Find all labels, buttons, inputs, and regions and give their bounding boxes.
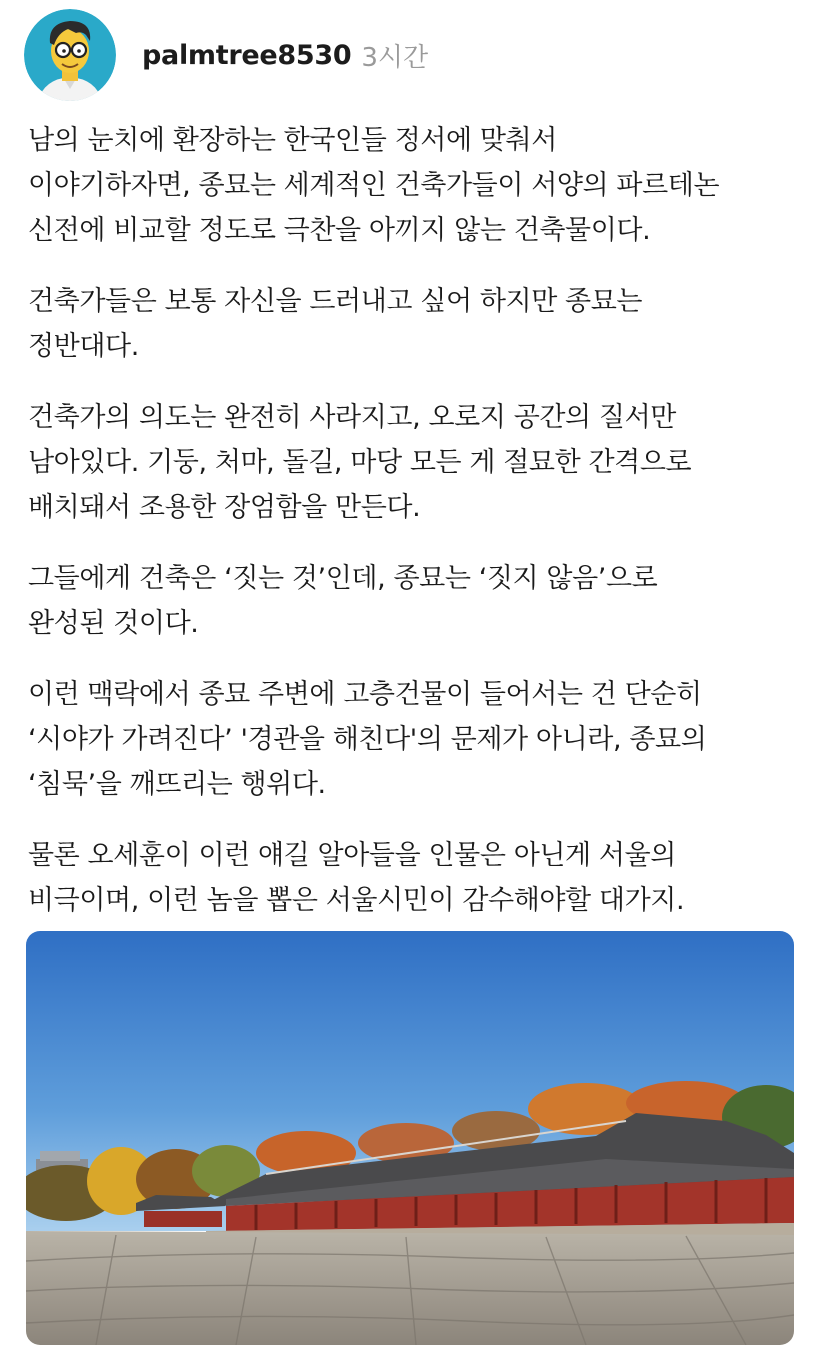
paragraph-2 xyxy=(28,279,798,369)
text-line: 신전에 비교할 정도로 극찬을 아끼지 않는 건축물이다. xyxy=(28,215,651,246)
text-line: 그들에게 건축은 ‘짓는 것’인데, 종묘는 ‘짓지 않음’으로 xyxy=(28,563,658,594)
text-line: 비극이며, 이런 놈을 뽑은 서울시민이 감수해야할 대가지. xyxy=(28,885,685,916)
text-line: 물론 오세훈이 이런 얘길 알아들을 인물은 아닌게 서울의 xyxy=(28,840,676,871)
jongmyo-shrine-photo xyxy=(26,931,794,1345)
text-line: 건축가의 의도는 완전히 사라지고, 오로지 공간의 질서만 xyxy=(28,402,676,433)
post-image[interactable] xyxy=(26,931,794,1345)
paragraph-6 xyxy=(28,833,798,923)
text-line: 남아있다. 기둥, 처마, 돌길, 마당 모든 게 절묘한 간격으로 xyxy=(28,447,692,478)
paragraph-4 xyxy=(28,556,798,646)
text-line: 이야기하자면, 종묘는 세계적인 건축가들이 서양의 파르테논 xyxy=(28,170,720,201)
post-time: 3시간 xyxy=(361,42,429,73)
post-body xyxy=(28,118,798,949)
text-line: 남의 눈치에 환장하는 한국인들 정서에 맞춰서 xyxy=(28,125,557,156)
paragraph-3 xyxy=(28,395,798,530)
paragraph-5 xyxy=(28,672,798,807)
text-line: 건축가들은 보통 자신을 드러내고 싶어 하지만 종묘는 xyxy=(28,286,643,317)
text-line: 정반대다. xyxy=(28,331,139,362)
text-line: ‘시야가 가려진다’ '경관을 해친다'의 문제가 아니라, 종묘의 xyxy=(28,724,707,755)
text-line: ‘침묵’을 깨뜨리는 행위다. xyxy=(28,769,326,800)
paragraph-1 xyxy=(28,118,798,253)
text-line: 완성된 것이다. xyxy=(28,608,199,639)
avatar[interactable] xyxy=(24,9,116,101)
cartoon-avatar-icon xyxy=(24,9,116,101)
author-username[interactable]: palmtree8530 xyxy=(142,39,352,71)
text-line: 배치돼서 조용한 장엄함을 만든다. xyxy=(28,492,421,523)
text-line: 이런 맥락에서 종묘 주변에 고층건물이 들어서는 건 단순히 xyxy=(28,679,702,710)
post-header xyxy=(24,8,428,102)
